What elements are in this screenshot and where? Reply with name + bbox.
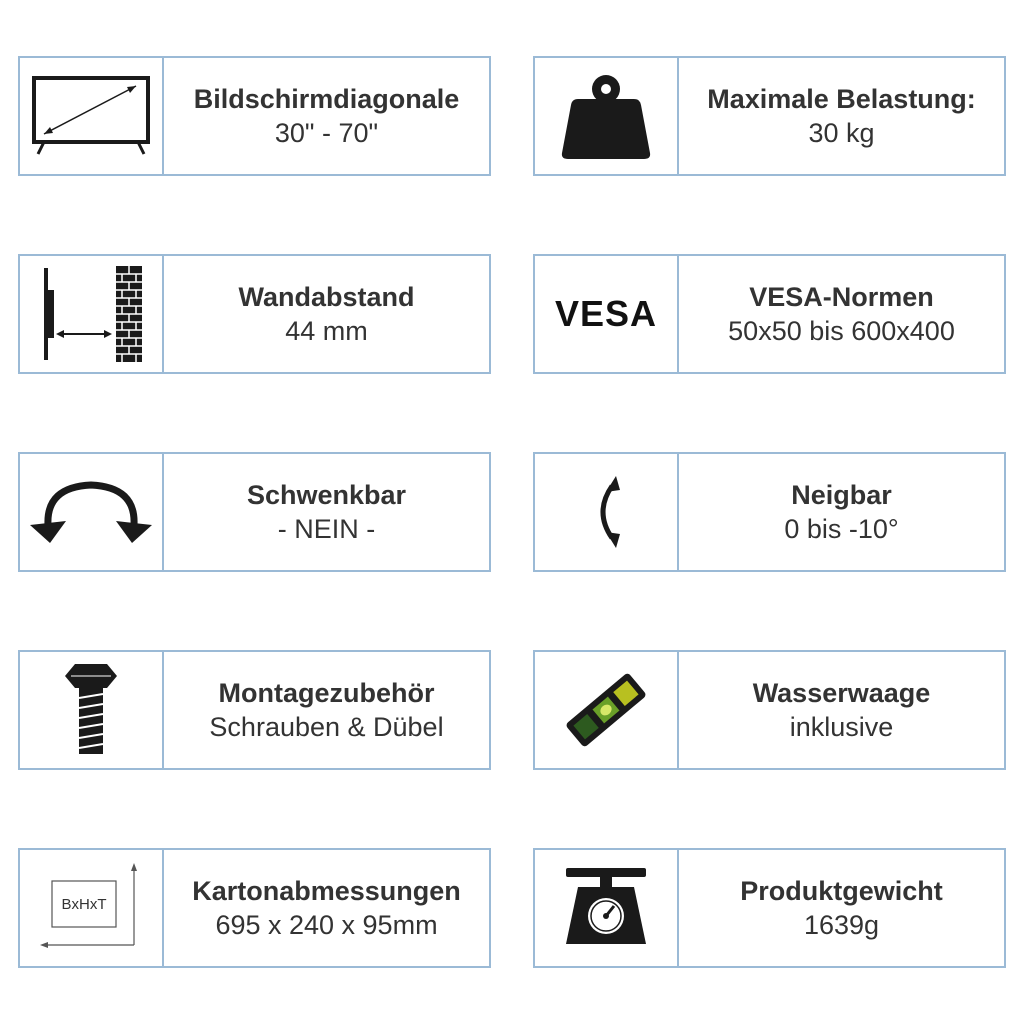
text-cell <box>679 454 1004 570</box>
card-value: 30 kg <box>808 118 875 148</box>
spec-card-tilt <box>533 452 1006 572</box>
spec-card-spirit-level <box>533 650 1006 770</box>
card-title: VESA-Normen <box>749 282 934 312</box>
scale-icon <box>564 866 648 950</box>
spec-card-vesa <box>533 254 1006 374</box>
text-cell <box>164 58 489 174</box>
icon-cell <box>20 256 164 372</box>
text-cell <box>164 454 489 570</box>
card-value: 30" - 70" <box>274 118 379 148</box>
spec-card-product-weight <box>533 848 1006 968</box>
card-title: Bildschirmdiagonale <box>193 84 460 114</box>
icon-cell <box>535 58 679 174</box>
spec-card-screen-size <box>18 56 491 176</box>
icon-cell <box>20 454 164 570</box>
card-value: 695 x 240 x 95mm <box>215 910 438 940</box>
text-cell <box>679 652 1004 768</box>
card-title: Kartonabmessungen <box>192 876 461 906</box>
card-title: Wandabstand <box>238 282 415 312</box>
card-value: inklusive <box>789 712 894 742</box>
spirit-level-icon <box>561 665 651 755</box>
icon-cell <box>535 454 679 570</box>
card-title: Wasserwaage <box>752 678 931 708</box>
text-cell <box>164 256 489 372</box>
text-cell <box>164 652 489 768</box>
spec-card-swivel <box>18 452 491 572</box>
text-cell <box>679 850 1004 966</box>
card-title: Schwenkbar <box>246 480 407 510</box>
card-title: Montagezubehör <box>218 678 435 708</box>
card-value: 1639g <box>803 910 880 940</box>
card-title: Maximale Belastung: <box>707 84 976 114</box>
wall-distance-icon <box>36 264 146 364</box>
icon-cell <box>20 58 164 174</box>
spec-card-wall-distance <box>18 254 491 374</box>
swivel-icon <box>26 477 156 547</box>
spec-card-max-load <box>533 56 1006 176</box>
text-cell <box>679 256 1004 372</box>
text-cell <box>164 850 489 966</box>
card-title: Produktgewicht <box>740 876 943 906</box>
dimensions-icon <box>36 861 146 955</box>
icon-cell <box>535 850 679 966</box>
card-value: 0 bis -10° <box>784 514 899 544</box>
card-title: Neigbar <box>791 480 892 510</box>
text-cell <box>679 58 1004 174</box>
screw-icon <box>61 660 121 760</box>
dimensions-label: BxHxT <box>61 895 107 913</box>
tilt-icon <box>586 474 626 550</box>
card-value: - NEIN - <box>277 514 376 544</box>
icon-cell <box>20 850 164 966</box>
icon-cell <box>535 652 679 768</box>
icon-cell <box>20 652 164 768</box>
card-value: 44 mm <box>285 316 368 346</box>
card-value: Schrauben & Dübel <box>209 712 444 742</box>
spec-card-mounting-accessories <box>18 650 491 770</box>
vesa-icon: VESA <box>554 293 658 334</box>
card-value: 50x50 bis 600x400 <box>728 316 955 346</box>
icon-cell <box>535 256 679 372</box>
weight-icon <box>558 71 654 161</box>
tv-diagonal-icon <box>30 74 152 158</box>
spec-card-box-dimensions <box>18 848 491 968</box>
